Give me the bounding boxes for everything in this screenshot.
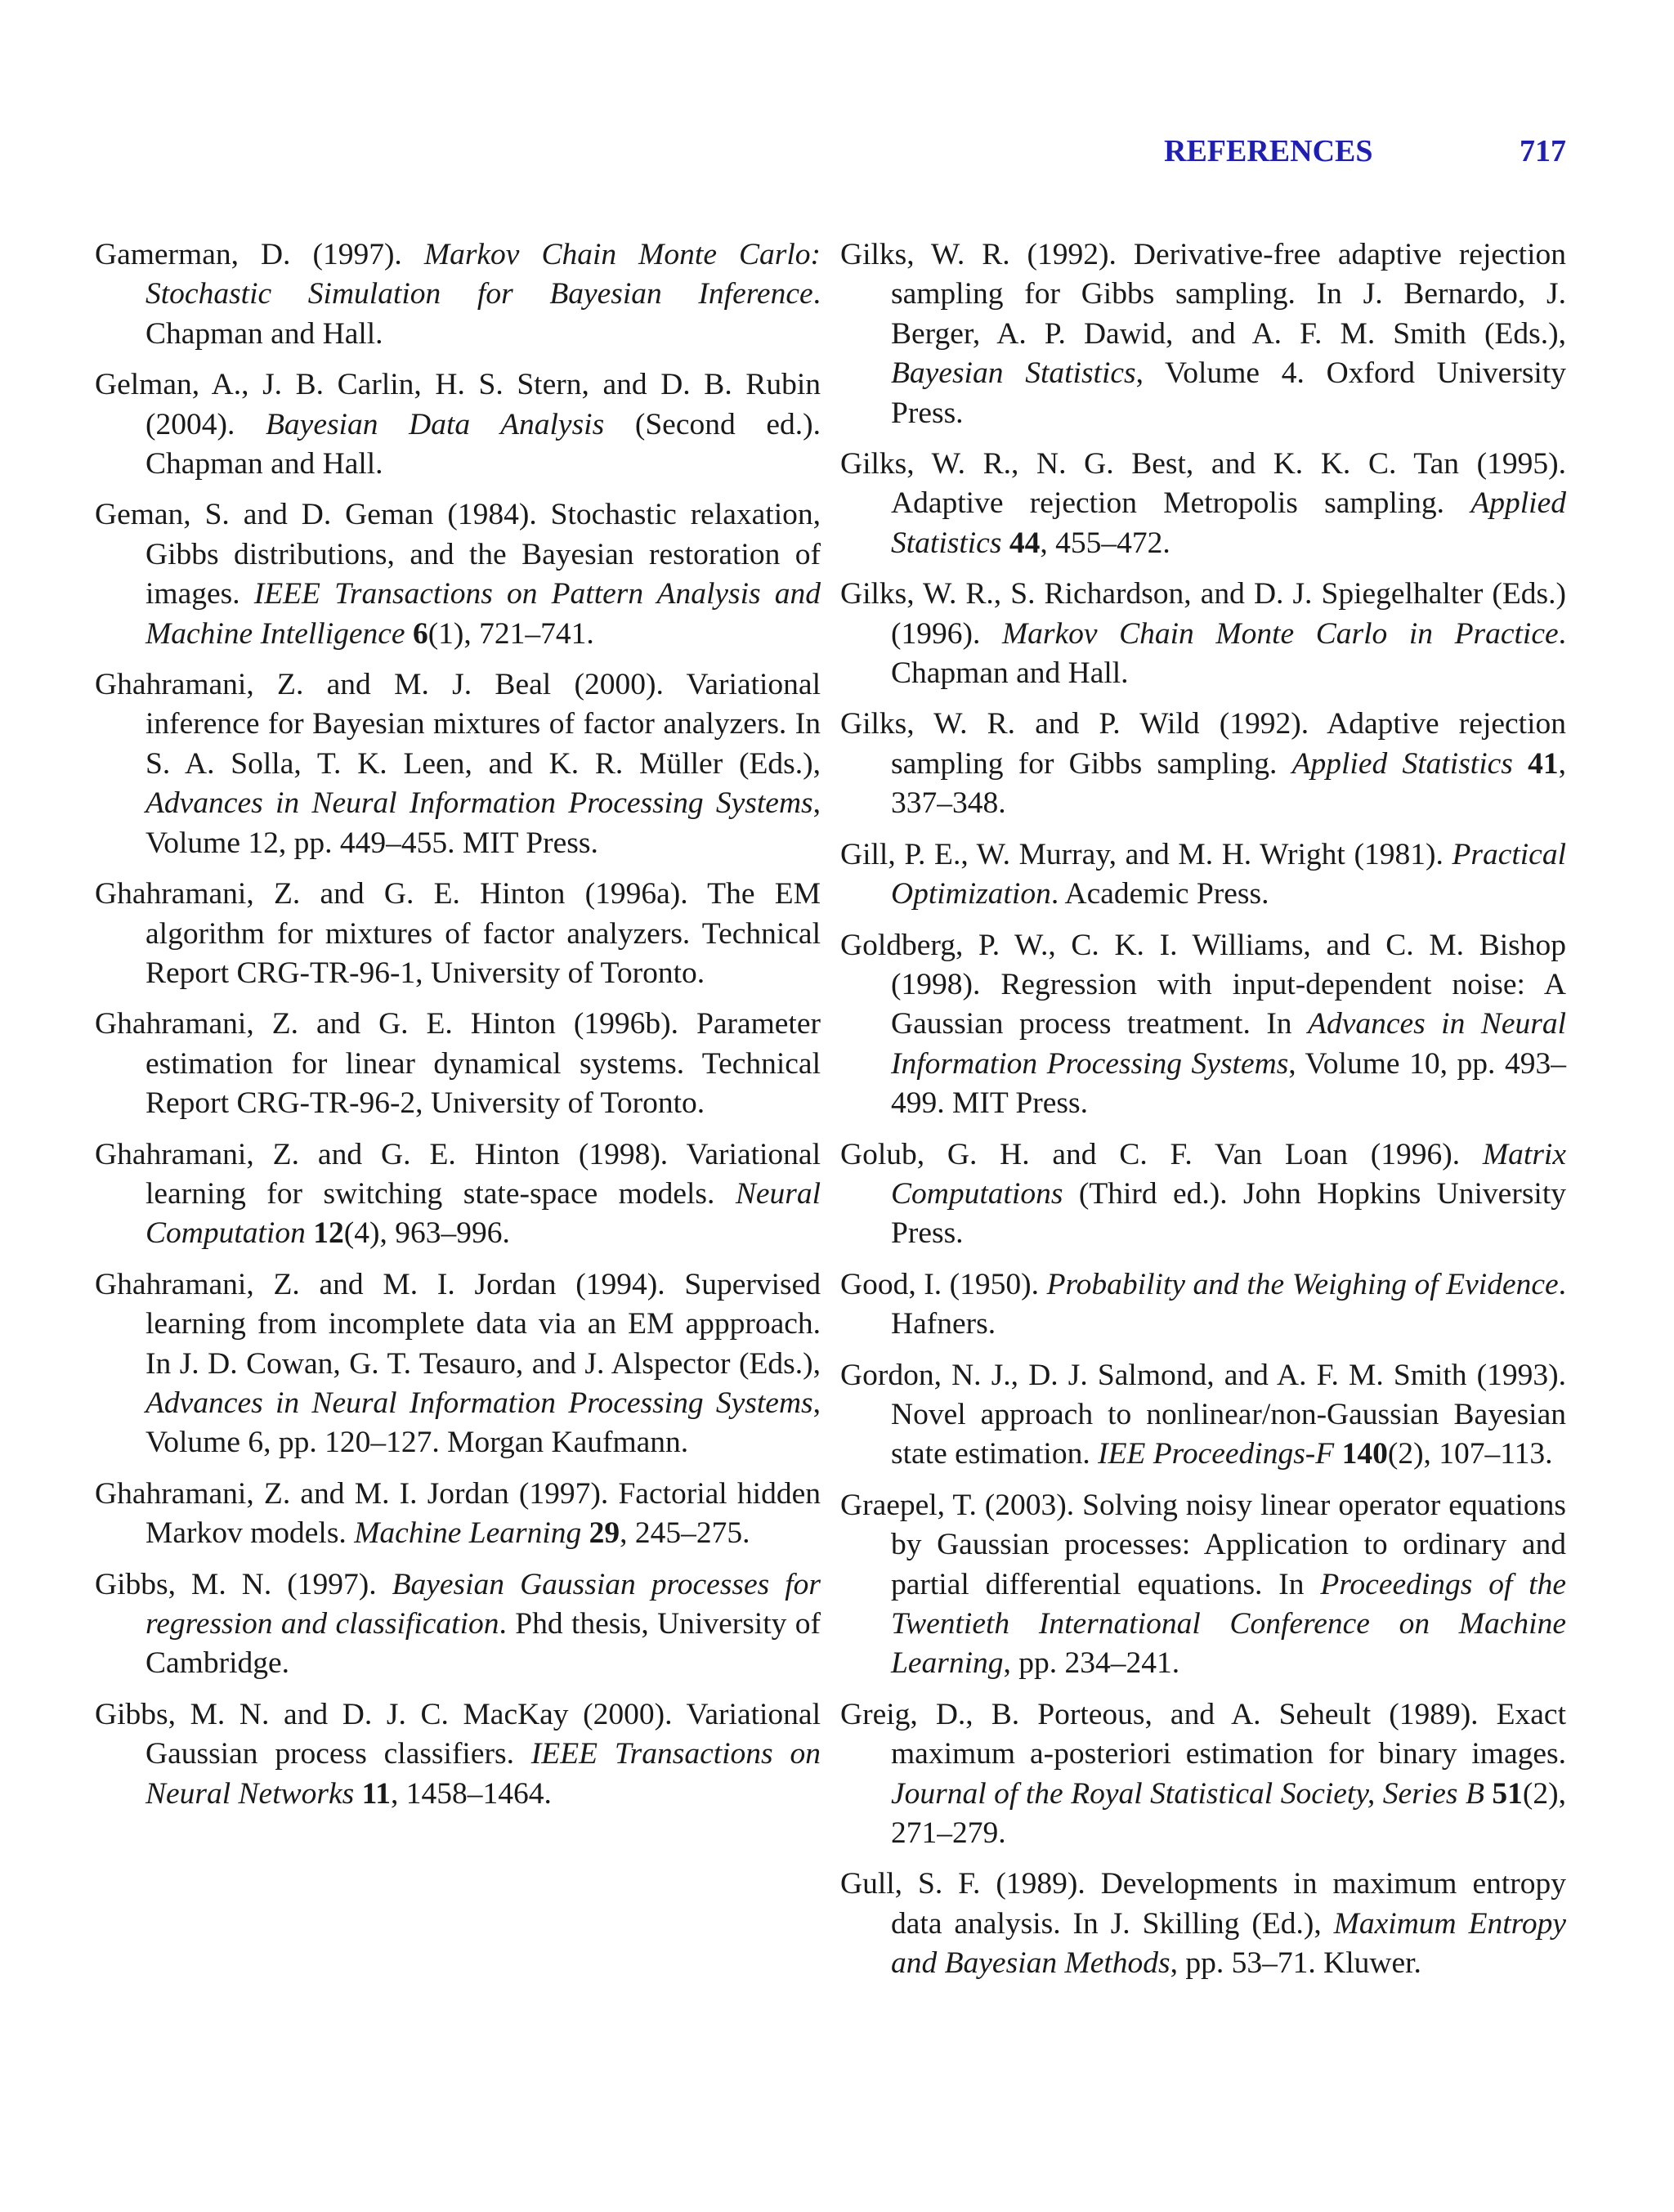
reference-entry: Gibbs, M. N. and D. J. C. MacKay (2000). Variational Gaussian process classifiers. IEEE Transactions on Neural Networks 11, 1458–1464. [95, 1697, 821, 1811]
reference-entry: Ghahramani, Z. and G. E. Hinton (1996a). The EM algorithm for mixtures of factor analyzers. Technical Report CRG-TR-96-1, University of Toronto. [95, 877, 821, 990]
reference-entry: Ghahramani, Z. and M. I. Jordan (1997). Factorial hidden Markov models. Machine Learning 29, 245–275. [95, 1476, 821, 1551]
reference-entry: Gill, P. E., W. Murray, and M. H. Wright (1981). Practical Optimization. Academic Press. [840, 837, 1566, 911]
reference-entry: Greig, D., B. Porteous, and A. Seheult (1989). Exact maximum a-posteriori estimation for binary images. Journal of the Royal Statistical Society, Series B 51(2), 271–279. [840, 1697, 1566, 1851]
references-column-right [840, 235, 1566, 1995]
running-head [1164, 131, 1573, 172]
reference-entry: Gilks, W. R. and P. Wild (1992). Adaptive rejection sampling for Gibbs sampling. Applied Statistics 41, 337–348. [840, 707, 1566, 821]
reference-entry: Gull, S. F. (1989). Developments in maximum entropy data analysis. In J. Skilling (Ed.), Maximum Entropy and Bayesian Methods, pp. 53–71. Kluwer. [840, 1867, 1566, 1981]
reference-entry: Good, I. (1950). Probability and the Weighing of Evidence. Hafners. [840, 1267, 1567, 1341]
reference-entry: Gamerman, D. (1997). Markov Chain Monte Carlo: Stochastic Simulation for Bayesian Inference. Chapman and Hall. [95, 238, 821, 351]
reference-entry: Ghahramani, Z. and M. J. Beal (2000). Variational inference for Bayesian mixtures of factor analyzers. In S. A. Solla, T. K. Leen, and K. R. Müller (Eds.), Advances in Neural Information Processing Systems, Volume 12, pp. 449–455. MIT Press. [95, 668, 821, 860]
reference-entry: Ghahramani, Z. and G. E. Hinton (1998). Variational learning for switching state-space models. Neural Computation 12(4), 963–996. [95, 1137, 821, 1251]
reference-entry: Graepel, T. (2003). Solving noisy linear operator equations by Gaussian processes: Application to ordinary and partial differential equations. In Proceedings of the Twentieth International Conference on Machine Learning, pp. 234–241. [840, 1488, 1566, 1681]
references-column-left [95, 235, 821, 1825]
reference-entry: Golub, G. H. and C. F. Van Loan (1996). Matrix Computations (Third ed.). John Hopkins University Press. [840, 1137, 1566, 1251]
reference-entry: Ghahramani, Z. and G. E. Hinton (1996b). Parameter estimation for linear dynamical systems. Technical Report CRG-TR-96-2, University of Toronto. [95, 1007, 821, 1121]
reference-entry: Gilks, W. R. (1992). Derivative-free adaptive rejection sampling for Gibbs sampling. In J. Bernardo, J. Berger, A. P. Dawid, and A. F. M. Smith (Eds.), Bayesian Statistics, Volume 4. Oxford University Press. [840, 238, 1566, 430]
reference-entry: Gelman, A., J. B. Carlin, H. S. Stern, and D. B. Rubin (2004). Bayesian Data Analysis (Second ed.). Chapman and Hall. [95, 368, 821, 481]
reference-entry: Gibbs, M. N. (1997). Bayesian Gaussian processes for regression and classification. Phd thesis, University of Cambridge. [95, 1567, 821, 1681]
reference-entry: Gordon, N. J., D. J. Salmond, and A. F. M. Smith (1993). Novel approach to nonlinear/non-Gaussian Bayesian state estimation. IEE Proceedings-F 140(2), 107–113. [840, 1358, 1566, 1471]
page-number: 717 [1520, 134, 1566, 168]
reference-entry: Ghahramani, Z. and M. I. Jordan (1994). Supervised learning from incomplete data via an EM appproach. In J. D. Cowan, G. T. Tesauro, and J. Alspector (Eds.), Advances in Neural Information Processing Systems, Volume 6, pp. 120–127. Morgan Kaufmann. [95, 1267, 821, 1460]
reference-entry: Gilks, W. R., N. G. Best, and K. K. C. Tan (1995). Adaptive rejection Metropolis sampling. Applied Statistics 44, 455–472. [840, 447, 1566, 560]
reference-entry: Gilks, W. R., S. Richardson, and D. J. Spiegelhalter (Eds.) (1996). Markov Chain Monte Carlo in Practice. Chapman and Hall. [840, 577, 1566, 691]
reference-entry: Geman, S. and D. Geman (1984). Stochastic relaxation, Gibbs distributions, and the Bayesian restoration of images. IEEE Transactions on Pattern Analysis and Machine Intelligence 6(1), 721–741. [95, 498, 821, 651]
reference-entry: Goldberg, P. W., C. K. I. Williams, and C. M. Bishop (1998). Regression with input-dependent noise: A Gaussian process treatment. In Advances in Neural Information Processing Systems, Volume 10, pp. 493–499. MIT Press. [840, 928, 1566, 1121]
section-title: REFERENCES [1164, 134, 1373, 168]
